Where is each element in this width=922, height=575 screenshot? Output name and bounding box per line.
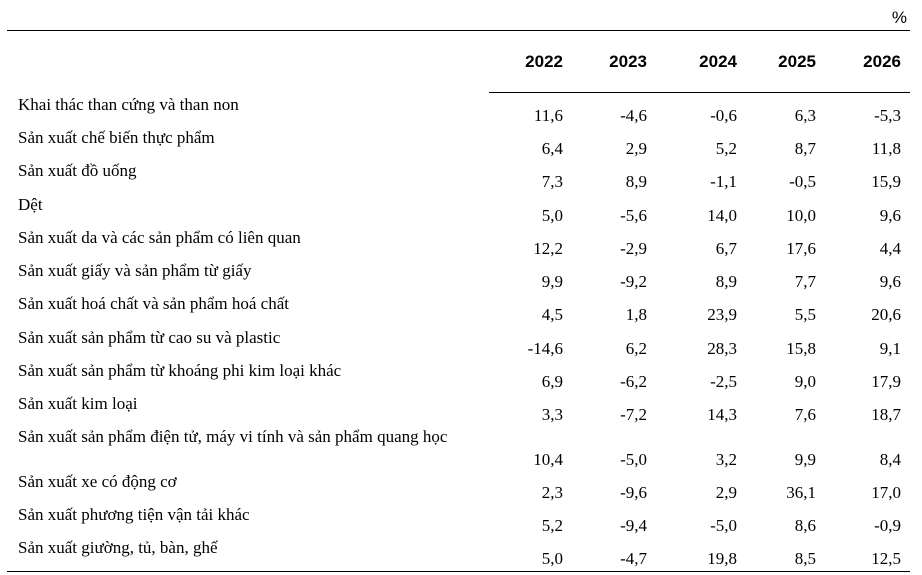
value-cell-2023: 2,9 [625, 139, 647, 158]
table-row [0, 537, 922, 570]
row-label: Dệt [18, 195, 43, 214]
value-cell-2026: 11,8 [871, 139, 901, 158]
value-cell-2025: 36,1 [786, 483, 816, 502]
value-cell-2025: 5,5 [794, 305, 816, 324]
value-cell-2022: -14,6 [527, 339, 563, 358]
value-cell-2025: -0,5 [789, 172, 816, 191]
value-cell-2022: 7,3 [541, 172, 563, 191]
value-cell-2024: 23,9 [707, 305, 737, 324]
table-row [0, 360, 922, 393]
value-cell-2023: -9,4 [620, 516, 647, 535]
value-cell-2026: 20,6 [871, 305, 901, 324]
table-row [0, 471, 922, 504]
table-row [0, 127, 922, 160]
value-cell-2026: 17,9 [871, 372, 901, 391]
row-label: Sản xuất giấy và sản phẩm từ giấy [18, 261, 252, 280]
value-cell-2026: -0,9 [874, 516, 901, 535]
row-label: Sản xuất da và các sản phẩm có liên quan [18, 228, 301, 247]
value-cell-2025: 8,7 [794, 139, 816, 158]
value-cell-2025: 7,6 [794, 405, 816, 424]
value-cell-2023: -9,2 [620, 272, 647, 291]
year-header-2026: 2026 [863, 52, 901, 71]
value-cell-2024: 3,2 [715, 450, 737, 469]
value-cell-2024: 19,8 [707, 549, 737, 568]
row-label: Sản xuất phương tiện vận tải khác [18, 505, 250, 524]
value-cell-2025: 15,8 [786, 339, 816, 358]
year-header-2023: 2023 [609, 52, 647, 71]
value-cell-2024: -5,0 [710, 516, 737, 535]
value-cell-2025: 7,7 [794, 272, 816, 291]
value-cell-2024: 6,7 [715, 239, 737, 258]
row-label: Sản xuất hoá chất và sản phẩm hoá chất [18, 294, 289, 313]
value-cell-2022: 5,2 [541, 516, 563, 535]
value-cell-2026: 4,4 [879, 239, 901, 258]
value-cell-2023: -2,9 [620, 239, 647, 258]
value-cell-2023: -4,7 [620, 549, 647, 568]
year-header-2025: 2025 [778, 52, 816, 71]
value-cell-2025: 6,3 [794, 106, 816, 125]
value-cell-2023: -6,2 [620, 372, 647, 391]
table-row [0, 194, 922, 227]
value-cell-2024: 8,9 [715, 272, 737, 291]
table-row [0, 504, 922, 537]
value-cell-2022: 4,5 [541, 305, 563, 324]
value-cell-2026: 17,0 [871, 483, 901, 502]
value-cell-2024: -1,1 [710, 172, 737, 191]
value-cell-2024: 2,9 [715, 483, 737, 502]
value-cell-2026: 15,9 [871, 172, 901, 191]
table-row [0, 426, 922, 471]
table-row [0, 260, 922, 293]
unit-label: % [891, 8, 907, 27]
value-cell-2024: 5,2 [715, 139, 737, 158]
value-cell-2026: 9,6 [879, 206, 901, 225]
value-cell-2025: 8,6 [794, 516, 816, 535]
value-cell-2023: -5,0 [620, 450, 647, 469]
value-cell-2022: 6,4 [541, 139, 563, 158]
row-label: Sản xuất chế biến thực phẩm [18, 128, 215, 147]
value-cell-2026: 12,5 [871, 549, 901, 568]
value-cell-2022: 3,3 [541, 405, 563, 424]
value-cell-2022: 2,3 [541, 483, 563, 502]
value-cell-2022: 5,0 [541, 549, 563, 568]
value-cell-2022: 12,2 [533, 239, 563, 258]
value-cell-2022: 5,0 [541, 206, 563, 225]
row-label: Sản xuất giường, tủ, bàn, ghế [18, 538, 218, 557]
row-label: Sản xuất kim loại [18, 394, 138, 413]
table-row [0, 94, 922, 127]
row-label: Sản xuất đồ uống [18, 161, 137, 180]
table-row [0, 327, 922, 360]
value-cell-2022: 9,9 [541, 272, 563, 291]
value-cell-2024: 14,0 [707, 206, 737, 225]
value-cell-2026: -5,3 [874, 106, 901, 125]
row-label: Sản xuất xe có động cơ [18, 472, 177, 491]
value-cell-2025: 10,0 [786, 206, 816, 225]
value-cell-2025: 9,9 [794, 450, 816, 469]
value-cell-2026: 9,1 [879, 339, 901, 358]
value-cell-2023: 6,2 [625, 339, 647, 358]
row-label: Khai thác than cứng và than non [18, 95, 239, 114]
table-top-rule [7, 30, 910, 31]
table-row [0, 293, 922, 326]
value-cell-2025: 8,5 [794, 549, 816, 568]
header-rule [489, 92, 910, 93]
row-label: Sản xuất sản phẩm từ cao su và plastic [18, 328, 281, 347]
table-bottom-rule [7, 571, 910, 572]
year-header-2022: 2022 [525, 52, 563, 71]
value-cell-2024: -0,6 [710, 106, 737, 125]
value-cell-2025: 17,6 [786, 239, 816, 258]
table-row [0, 393, 922, 426]
value-cell-2023: -7,2 [620, 405, 647, 424]
value-cell-2024: -2,5 [710, 372, 737, 391]
value-cell-2025: 9,0 [794, 372, 816, 391]
row-label: Sản xuất sản phẩm điện tử, máy vi tính và sản phẩm quang học [18, 427, 448, 446]
table-row [0, 227, 922, 260]
year-header-2024: 2024 [699, 52, 737, 71]
value-cell-2023: -9,6 [620, 483, 647, 502]
value-cell-2024: 14,3 [707, 405, 737, 424]
value-cell-2022: 11,6 [533, 106, 563, 125]
value-cell-2023: 8,9 [625, 172, 647, 191]
value-cell-2023: 1,8 [625, 305, 647, 324]
value-cell-2026: 9,6 [879, 272, 901, 291]
value-cell-2022: 10,4 [533, 450, 563, 469]
value-cell-2023: -4,6 [620, 106, 647, 125]
value-cell-2023: -5,6 [620, 206, 647, 225]
value-cell-2026: 18,7 [871, 405, 901, 424]
value-cell-2026: 8,4 [879, 450, 901, 469]
value-cell-2024: 28,3 [707, 339, 737, 358]
table-row [0, 160, 922, 193]
value-cell-2022: 6,9 [541, 372, 563, 391]
row-label: Sản xuất sản phẩm từ khoáng phi kim loại khác [18, 361, 342, 380]
